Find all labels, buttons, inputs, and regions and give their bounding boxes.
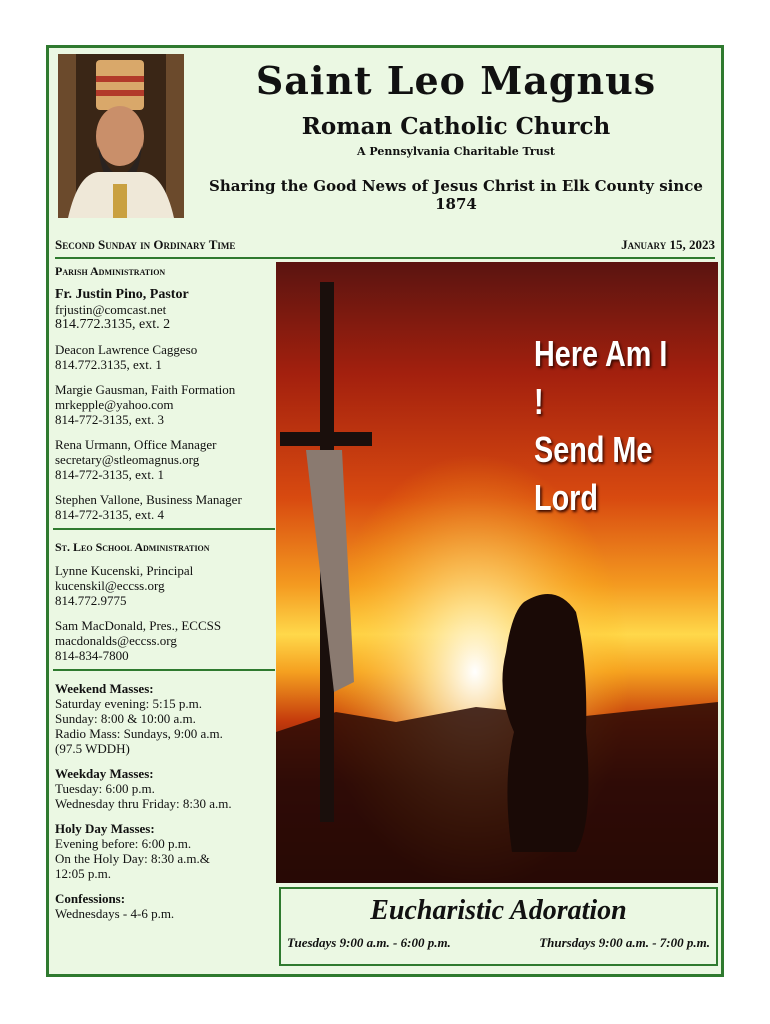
pastor-name: Fr. Justin Pino, Pastor <box>55 287 189 302</box>
poster-line-1: Here Am I ! <box>534 333 668 422</box>
staff-entry <box>55 437 273 482</box>
sidebar <box>55 262 273 931</box>
liturgical-occasion: Second Sunday in Ordinary Time <box>55 237 236 252</box>
staff-name: Deacon Lawrence Caggeso <box>55 342 198 357</box>
staff-entry <box>55 342 273 372</box>
confessions <box>55 891 273 921</box>
staff-entry <box>55 492 273 522</box>
holy-day-masses <box>55 821 273 881</box>
adoration-tuesday: Tuesdays 9:00 a.m. - 6:00 p.m. <box>287 935 451 950</box>
adoration-title: Eucharistic Adoration <box>370 895 627 926</box>
school-person-phone: 814-834-7800 <box>55 648 129 663</box>
staff-email: secretary@stleomagnus.org <box>55 452 200 467</box>
poster-line-2: Send Me Lord <box>534 429 653 518</box>
church-name: Saint Leo Magnus <box>255 58 657 103</box>
pastor-phone: 814.772.3135, ext. 2 <box>55 317 171 332</box>
staff-name: Stephen Vallone, Business Manager <box>55 492 242 507</box>
church-subtitle: Roman Catholic Church <box>301 113 611 140</box>
mass-time: Saturday evening: 5:15 p.m. <box>55 696 202 711</box>
here-am-i-poster <box>276 262 718 883</box>
weekend-masses <box>55 681 273 756</box>
staff-phone: 814-772-3135, ext. 1 <box>55 467 165 482</box>
confession-time: Wednesdays - 4-6 p.m. <box>55 906 175 921</box>
saint-leo-portrait <box>58 54 184 218</box>
school-person-phone: 814.772.9775 <box>55 593 127 608</box>
school-entry <box>55 618 273 663</box>
staff-entry <box>55 382 273 427</box>
school-person-name: Sam MacDonald, Pres., ECCSS <box>55 618 222 633</box>
mass-time: Evening before: 6:00 p.m. <box>55 836 192 851</box>
school-person-email: macdonalds@eccss.org <box>55 633 177 648</box>
school-entry <box>55 563 273 608</box>
parish-admin-heading: Parish Administration <box>55 264 166 278</box>
pastor-email: frjustin@comcast.net <box>55 302 167 317</box>
mass-time: Radio Mass: Sundays, 9:00 a.m. <box>55 726 223 741</box>
adoration-thursday: Thursdays 9:00 a.m. - 7:00 p.m. <box>539 935 710 950</box>
staff-name: Rena Urmann, Office Manager <box>55 437 217 452</box>
charitable-trust-line: A Pennsylvania Charitable Trust <box>357 145 555 158</box>
mass-time: (97.5 WDDH) <box>55 741 130 756</box>
eucharistic-adoration-box <box>279 887 718 966</box>
mass-time: Sunday: 8:00 & 10:00 a.m. <box>55 711 196 726</box>
tagline: Sharing the Good News of Jesus Christ in Elk County since 1874 <box>209 177 703 213</box>
staff-contact: 814.772.3135, ext. 1 <box>55 357 162 372</box>
confessions-heading: Confessions: <box>55 891 126 906</box>
mass-time: 12:05 p.m. <box>55 866 111 881</box>
section-divider <box>53 669 275 671</box>
school-person-email: kucenskil@eccss.org <box>55 578 165 593</box>
weekday-masses <box>55 766 273 811</box>
mass-time: Tuesday: 6:00 p.m. <box>55 781 155 796</box>
mass-time: On the Holy Day: 8:30 a.m.& <box>55 851 210 866</box>
school-admin-heading: St. Leo School Administration <box>55 540 210 554</box>
weekend-masses-heading: Weekend Masses: <box>55 681 154 696</box>
mass-time: Wednesday thru Friday: 8:30 a.m. <box>55 796 232 811</box>
poster-text <box>534 330 681 522</box>
issue-bar <box>55 235 715 259</box>
weekday-masses-heading: Weekday Masses: <box>55 766 154 781</box>
staff-email: mrkepple@yahoo.com <box>55 397 174 412</box>
school-person-name: Lynne Kucenski, Principal <box>55 563 194 578</box>
pastor-block <box>55 287 273 332</box>
holy-day-heading: Holy Day Masses: <box>55 821 155 836</box>
issue-date: January 15, 2023 <box>621 237 715 252</box>
staff-phone: 814-772-3135, ext. 4 <box>55 507 165 522</box>
section-divider <box>53 528 275 530</box>
staff-name: Margie Gausman, Faith Formation <box>55 382 236 397</box>
staff-phone: 814-772-3135, ext. 3 <box>55 412 165 427</box>
